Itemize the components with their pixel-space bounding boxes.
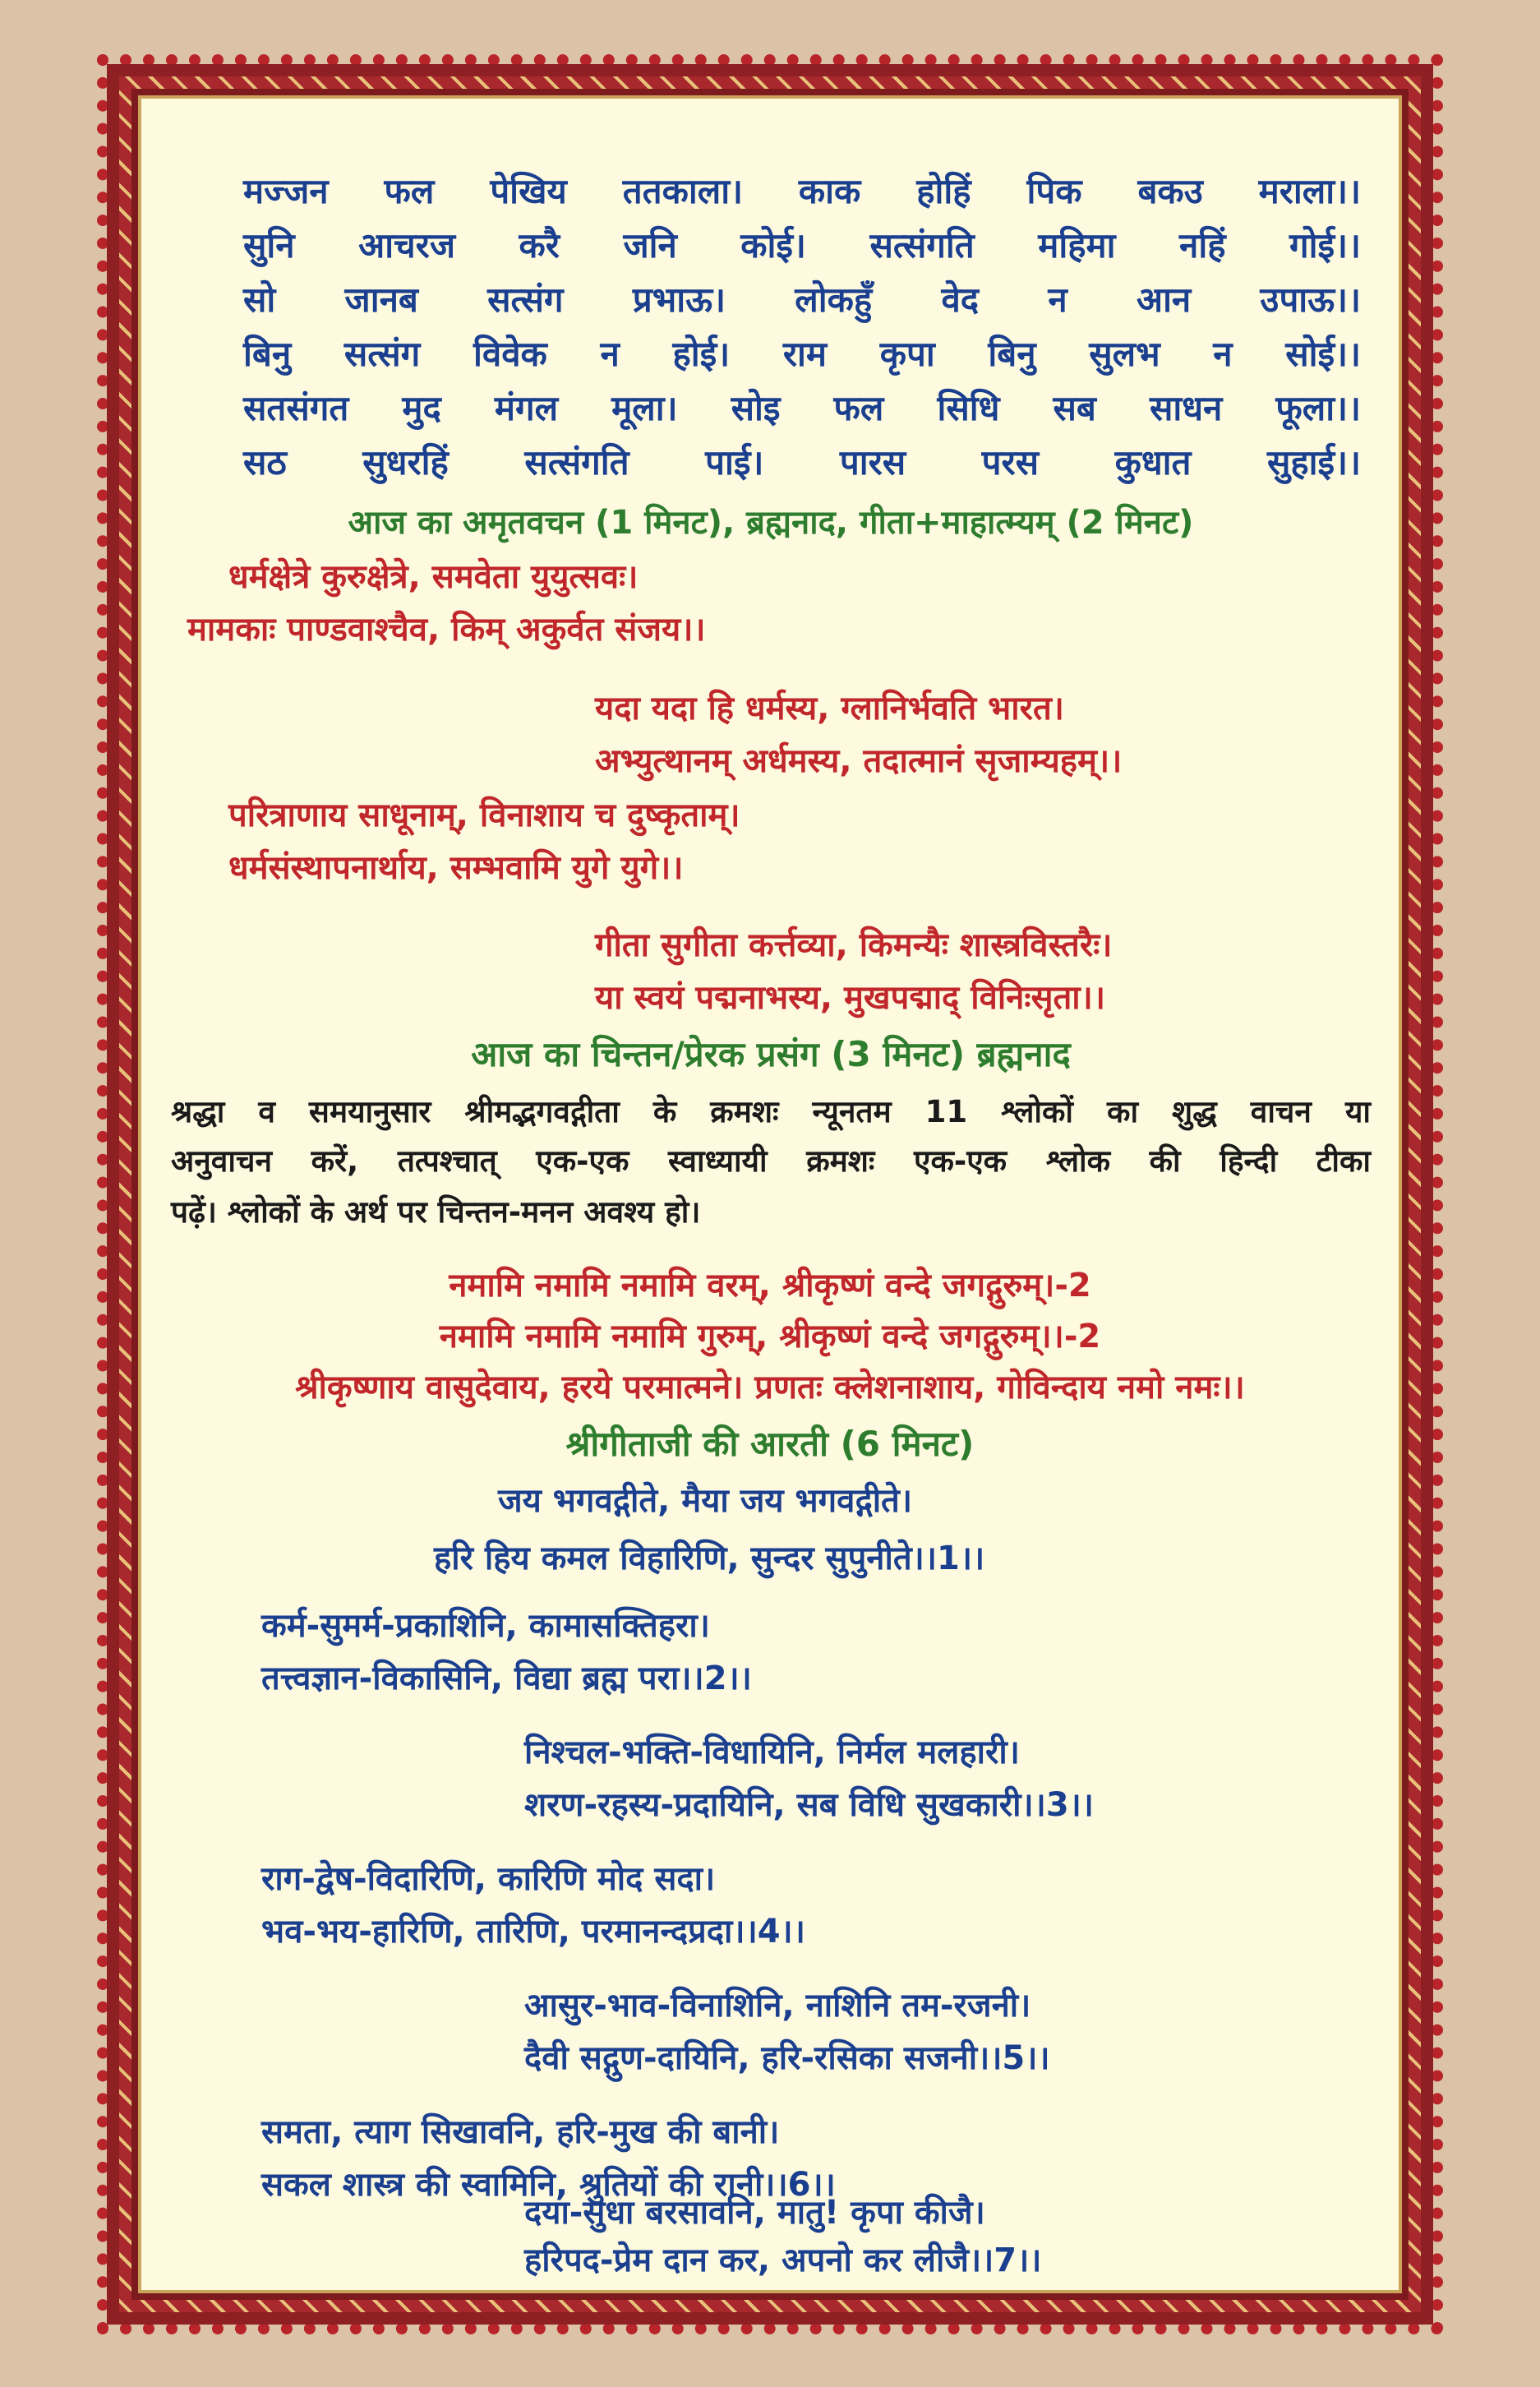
paragraph-line-1: श्रद्धा व समयानुसार श्रीमद्भगवद्गीता के क्रमशः न्यूनतम 11 श्लोकों का शुद्ध वाचन या: [171, 1094, 1371, 1129]
heading-amritvachan: आज का अमृतवचन (1 मिनट), ब्रह्मनाद, गीता+माहात्म्यम् (2 मिनट): [348, 504, 1194, 542]
heading-aarti: श्रीगीताजी की आरती (6 मिनट): [565, 1424, 975, 1464]
aarti-line-14: हरिपद-प्रेम दान कर, अपनो कर लीजै।।7।।: [524, 2242, 1042, 2279]
aarti-line-5: निश्चल-भक्ति-विधायिनि, निर्मल मलहारी।: [524, 1734, 1020, 1771]
aarti-line-13: दया-सुधा बरसावनि, मातु! कृपा कीजै।: [524, 2194, 985, 2232]
paragraph-line-2: अनुवाचन करें, तत्पश्चात् एक-एक स्वाध्यायी क्रमशः एक-एक श्लोक की हिन्दी टीका: [171, 1143, 1371, 1179]
aarti-line-6: शरण-रहस्य-प्रदायिनि, सब विधि सुखकारी।।3।।: [524, 1786, 1094, 1824]
chaupai-line-5: सतसंगत मुद मंगल मूला। सोइ फल सिधि सब साधन फूला।।: [243, 388, 1361, 428]
chaupai-line-2: सुनि आचरज करै जनि कोई। सत्संगति महिमा नहिं गोई।।: [243, 225, 1361, 265]
aarti-line-4: तत्त्वज्ञान-विकासिनि, विद्या ब्रह्म परा।।2।।: [261, 1660, 752, 1697]
namami-line-2: नमामि नमामि नमामि गुरुम्, श्रीकृष्णं वन्दे जगद्गुरुम्।।-2: [439, 1318, 1101, 1355]
aarti-line-3: कर्म-सुमर्म-प्रकाशिनि, कामासक्तिहरा।: [261, 1607, 710, 1645]
aarti-line-9: आसुर-भाव-विनाशिनि, नाशिनि तम-रजनी।: [524, 1987, 1031, 2025]
shloka-line-4: अभ्युत्थानम् अर्धमस्य, तदात्मानं सृजाम्यहम्।।: [595, 742, 1123, 780]
chaupai-line-6: सठ सुधरहिं सत्संगति पाई। पारस परस कुधात सुहाई।।: [243, 442, 1361, 482]
chaupai-line-4: बिनु सत्संग विवेक न होई। राम कृपा बिनु सुलभ न सोई।।: [243, 334, 1361, 374]
heading-chintan: आज का चिन्तन/प्रेरक प्रसंग (3 मिनट) ब्रह्मनाद: [471, 1034, 1071, 1074]
aarti-line-8: भव-भय-हारिणि, तारिणि, परमानन्दप्रदा।।4।।: [261, 1913, 805, 1951]
namami-line-1: नमामि नमामि नमामि वरम्, श्रीकृष्णं वन्दे जगद्गुरुम्।-2: [449, 1267, 1091, 1304]
aarti-line-1: जय भगवद्गीते, मैया जय भगवद्गीते।: [498, 1482, 913, 1520]
shloka-line-2: मामकाः पाण्डवाश्चैव, किम् अकुर्वत संजय।।: [187, 611, 706, 649]
content-panel: [138, 95, 1402, 2293]
shloka-line-7: गीता सुगीता कर्त्तव्या, किमन्यैः शास्त्रविस्तरैः।: [595, 926, 1113, 964]
aarti-line-12: सकल शास्त्र की स्वामिनि, श्रुतियों की रानी।।6।।: [261, 2166, 836, 2204]
chaupai-line-1: मज्जन फल पेखिय ततकाला। काक होहिं पिक बकउ मराला।।: [243, 171, 1361, 211]
chaupai-line-3: सो जानब सत्संग प्रभाऊ। लोकहुँ वेद न आन उपाऊ।।: [243, 279, 1361, 320]
shloka-line-1: धर्मक्षेत्रे कुरुक्षेत्रे, समवेता युयुत्सवः।: [228, 558, 639, 596]
shloka-line-3: यदा यदा हि धर्मस्य, ग्लानिर्भवति भारत।: [595, 690, 1064, 727]
shloka-line-6: धर्मसंस्थापनार्थाय, सम्भवामि युगे युगे।।: [228, 849, 684, 887]
aarti-line-2: हरि हिय कमल विहारिणि, सुन्दर सुपुनीते।।1।।: [434, 1540, 985, 1577]
aarti-line-7: राग-द्वेष-विदारिणि, कारिणि मोद सदा।: [261, 1860, 716, 1898]
aarti-line-10: दैवी सद्गुण-दायिनि, हरि-रसिका सजनी।।5।।: [524, 2039, 1050, 2077]
paragraph-line-3: पढ़ें। श्लोकों के अर्थ पर चिन्तन-मनन अवश्य हो।: [171, 1194, 701, 1230]
shloka-line-5: परित्राणाय साधूनाम्, विनाशाय च दुष्कृताम्।: [228, 796, 740, 834]
namami-line-3: श्रीकृष्णाय वासुदेवाय, हरये परमात्मने। प्रणतः क्लेशनाशाय, गोविन्दाय नमो नमः।।: [295, 1369, 1245, 1406]
aarti-line-11: समता, त्याग सिखावनि, हरि-मुख की बानी।: [261, 2113, 780, 2151]
shloka-line-8: या स्वयं पद्मनाभस्य, मुखपद्माद् विनिःसृता।।: [595, 979, 1105, 1017]
